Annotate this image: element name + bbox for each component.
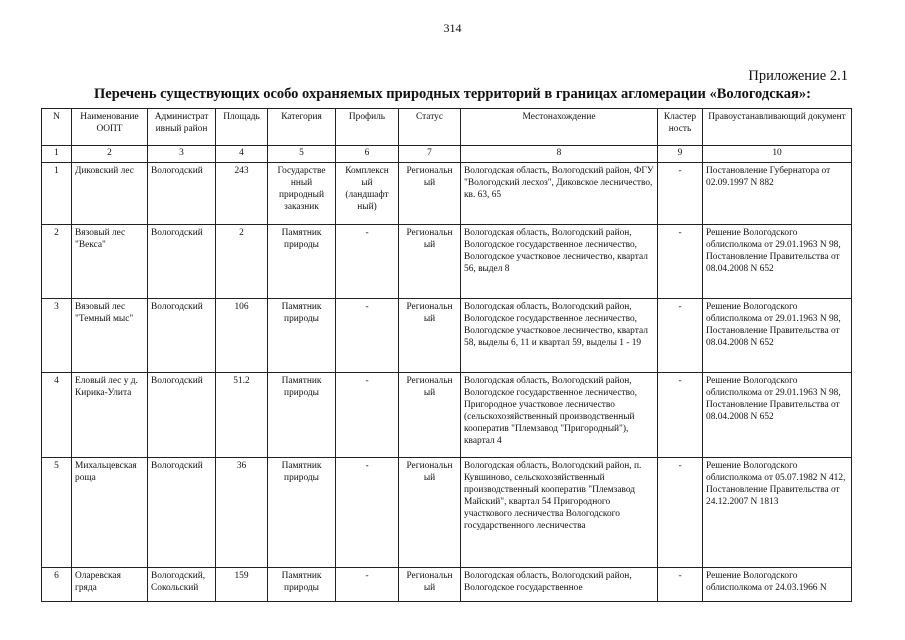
cluster: - [658,163,703,225]
legal-document: Постановление Губернатора от 02.09.1997 N 882 [703,163,852,225]
area: 2 [216,225,268,299]
table-row [42,373,852,458]
table-row [42,568,852,602]
cluster: - [658,458,703,568]
header-cell: Профиль [336,109,399,146]
table-row [42,225,852,299]
row-number: 2 [42,225,72,299]
status: Региональн ый [399,373,461,458]
profile: - [336,373,399,458]
header-row [42,109,852,146]
profile: - [336,225,399,299]
location: Вологодская область, Вологодский район, Вологодское государственное лесничество, Пригородное участковое лесничество (сельскохозяйственный производственный кооператив "Племзавод "Пригородный"), квартал 4 [461,373,658,458]
oopt-name: Еловый лес у д. Кирика-Улита [72,373,148,458]
oopt-name: Вязовый лес "Темный мыс" [72,299,148,373]
category: Памятник природы [268,458,336,568]
location: Вологодская область, Вологодский район, ФГУ "Вологодский лесхоз", Диковское лесничество, кв. 63, 65 [461,163,658,225]
table-row [42,299,852,373]
category: Государстве нный природный заказник [268,163,336,225]
column-number: 6 [336,146,399,163]
location: Вологодская область, Вологодский район, п. Кувшиново, сельскохозяйственный производственный кооператив "Племзавод Майский", квартал 54 Пригородного участкового лесничества Вологодского государственного лесничества [461,458,658,568]
header-cell: Кластер ность [658,109,703,146]
column-number: 1 [42,146,72,163]
status: Региональн ый [399,299,461,373]
category: Памятник природы [268,225,336,299]
legal-document: Решение Вологодского облисполкома от 24.03.1966 N [703,568,852,602]
oopt-name: Диковский лес [72,163,148,225]
legal-document: Решение Вологодского облисполкома от 05.07.1982 N 412, Постановление Правительства от 24.12.2007 N 1813 [703,458,852,568]
district: Вологодский [148,163,216,225]
profile: - [336,299,399,373]
column-number: 2 [72,146,148,163]
profile: - [336,568,399,602]
column-number: 7 [399,146,461,163]
column-number: 10 [703,146,852,163]
table-row [42,163,852,225]
column-number: 4 [216,146,268,163]
district: Вологодский [148,225,216,299]
district: Вологодский [148,458,216,568]
category: Памятник природы [268,299,336,373]
district: Вологодский [148,299,216,373]
legal-document: Решение Вологодского облисполкома от 29.01.1963 N 98, Постановление Правительства от 08.04.2008 N 652 [703,373,852,458]
area: 243 [216,163,268,225]
oopt-name: Михальцевская роща [72,458,148,568]
category: Памятник природы [268,373,336,458]
status: Региональн ый [399,163,461,225]
protected-areas-table [41,108,852,602]
area: 51.2 [216,373,268,458]
header-cell: Правоустанавливающий документ [703,109,852,146]
header-cell: Категория [268,109,336,146]
header-cell: Наименование ООПТ [72,109,148,146]
status: Региональн ый [399,568,461,602]
district: Вологодский, Сокольский [148,568,216,602]
location: Вологодская область, Вологодский район, Вологодское государственное лесничество, Вологодское участковое лесничество, квартал 58, выделы 6, 11 и квартал 59, выделы 1 - 19 [461,299,658,373]
appendix-label: Приложение 2.1 [748,68,848,84]
district: Вологодский [148,373,216,458]
location: Вологодская область, Вологодский район, Вологодское государственное лесничество, Вологодское участковое лесничество, квартал 56, выдел 8 [461,225,658,299]
column-number: 3 [148,146,216,163]
oopt-name: Вязовый лес "Векса" [72,225,148,299]
row-number: 1 [42,163,72,225]
area: 106 [216,299,268,373]
status: Региональн ый [399,225,461,299]
header-cell: Местонахождение [461,109,658,146]
cluster: - [658,568,703,602]
header-cell: Администрат ивный район [148,109,216,146]
column-number: 9 [658,146,703,163]
row-number: 5 [42,458,72,568]
row-number: 6 [42,568,72,602]
area: 159 [216,568,268,602]
legal-document: Решение Вологодского облисполкома от 29.01.1963 N 98, Постановление Правительства от 08.04.2008 N 652 [703,225,852,299]
column-number: 8 [461,146,658,163]
oopt-name: Оларевская гряда [72,568,148,602]
profile: Комплексн ый (ландшафт ный) [336,163,399,225]
status: Региональн ый [399,458,461,568]
page-number: 314 [443,21,462,35]
category: Памятник природы [268,568,336,602]
row-number: 4 [42,373,72,458]
legal-document: Решение Вологодского облисполкома от 29.01.1963 N 98, Постановление Правительства от 08.04.2008 N 652 [703,299,852,373]
area: 36 [216,458,268,568]
column-number-row [42,146,852,163]
row-number: 3 [42,299,72,373]
location: Вологодская область, Вологодский район, Вологодское государственное [461,568,658,602]
cluster: - [658,225,703,299]
table-row [42,458,852,568]
cluster: - [658,299,703,373]
header-cell: N [42,109,72,146]
header-cell: Площадь [216,109,268,146]
cluster: - [658,373,703,458]
document-title: Перечень существующих особо охраняемых природных территорий в границах агломерации «Вологодская»: [94,86,811,102]
profile: - [336,458,399,568]
column-number: 5 [268,146,336,163]
header-cell: Статус [399,109,461,146]
